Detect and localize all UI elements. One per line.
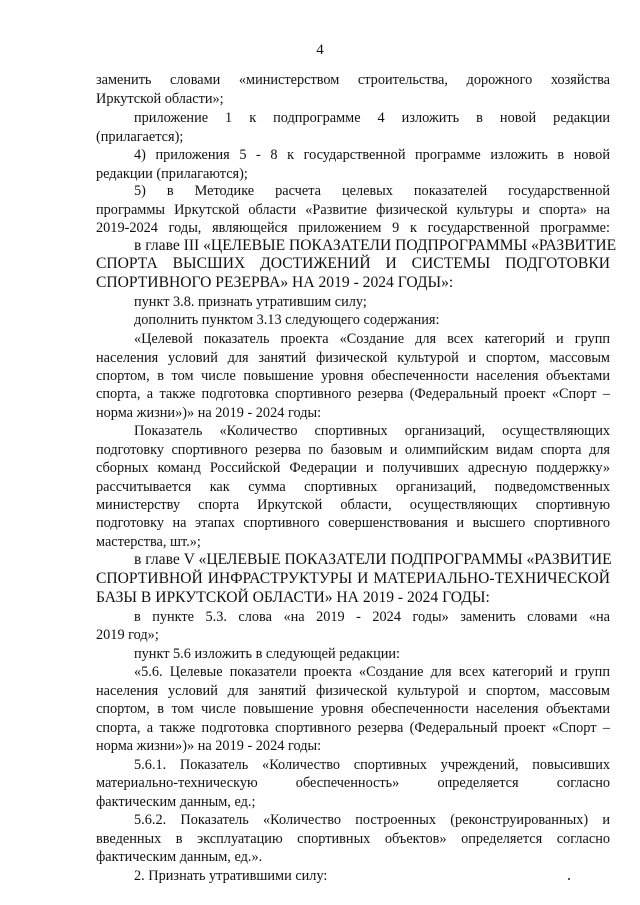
- text-line: населения условий для занятий физической культурой и спортом, массовым: [96, 683, 610, 699]
- text-line: 5) в Методике расчета целевых показателей государственной: [134, 183, 610, 199]
- text-line: норма жизни»)» на 2019 - 2024 годы:: [96, 738, 322, 754]
- text-line: 5.6.2. Показатель «Количество построенных (реконструированных) и: [134, 812, 610, 828]
- text-line: мастерства, шт.»;: [96, 534, 201, 550]
- text-line: министерству спорта Иркутской области, осуществляющих спортивную: [96, 497, 610, 513]
- text-line: фактическим данным, ед.».: [96, 849, 263, 865]
- text-line: подготовку спортивного резерва по базовым и олимпийским видам спорта для: [96, 442, 610, 458]
- section-heading-line: в главе III «ЦЕЛЕВЫЕ ПОКАЗАТЕЛИ ПОДПРОГРАММЫ «РАЗВИТИЕ: [134, 237, 617, 254]
- text-line: Показатель «Количество спортивных организаций, осуществляющих: [134, 423, 610, 439]
- section-heading-line: БАЗЫ В ИРКУТСКОЙ ОБЛАСТИ» НА 2019 - 2024 ГОДЫ:: [96, 589, 490, 606]
- text-line: 5.6.1. Показатель «Количество спортивных учреждений, повысивших: [134, 757, 610, 773]
- text-line: 2019-2024 годы, являющейся приложением 9 к государственной программе:: [96, 220, 610, 236]
- text-line: дополнить пунктом 3.13 следующего содержания:: [134, 312, 440, 328]
- text-line: в пункте 5.3. слова «на 2019 - 2024 годы» заменить словами «на: [134, 609, 610, 625]
- text-line: подготовку на этапах спортивного совершенствования и высшего спортивного: [96, 515, 610, 531]
- text-line: норма жизни»)» на 2019 - 2024 годы:: [96, 405, 322, 421]
- text-line: спорта, а также подготовка спортивного резерва (Федеральный проект «Спорт –: [96, 386, 610, 402]
- text-line: «Целевой показатель проекта «Создание для всех категорий и групп: [134, 331, 610, 347]
- text-line: 4) приложения 5 - 8 к государственной программе изложить в новой: [134, 147, 610, 163]
- section-heading-line: в главе V «ЦЕЛЕВЫЕ ПОКАЗАТЕЛИ ПОДПРОГРАММЫ «РАЗВИТИЕ: [134, 551, 612, 568]
- section-heading-line: СПОРТИВНОГО РЕЗЕРВА» НА 2019 - 2024 ГОДЫ»:: [96, 274, 454, 291]
- text-line: сборных команд Российской Федерации и получивших адресную поддержку»: [96, 460, 610, 476]
- text-line: 2019 год»;: [96, 627, 159, 643]
- text-line: редакции (прилагаются);: [96, 166, 248, 182]
- text-line: приложение 1 к подпрограмме 4 изложить в новой редакции: [134, 110, 610, 126]
- text-line: введенных в эксплуатацию спортивных объектов» определяется согласно: [96, 831, 610, 847]
- section-heading-line: СПОРТА ВЫСШИХ ДОСТИЖЕНИЙ И СИСТЕМЫ ПОДГОТОВКИ: [96, 255, 610, 272]
- text-line: рассчитывается как сумма спортивных организаций, подведомственных: [96, 479, 610, 495]
- scan-dot: [568, 878, 570, 880]
- text-line: населения условий для занятий физической культурой и спортом, массовым: [96, 350, 610, 366]
- text-line: Иркутской области»;: [96, 91, 224, 107]
- text-line: заменить словами «министерством строительства, дорожного хозяйства: [96, 72, 610, 88]
- text-line: программы Иркутской области «Развитие физической культуры и спорта» на: [96, 202, 610, 218]
- text-line: спортом, в том числе повышение уровня обеспеченности населения объектами: [96, 368, 610, 384]
- text-line: спорта, а также подготовка спортивного резерва (Федеральный проект «Спорт –: [96, 720, 610, 736]
- text-line: фактическим данным, ед.;: [96, 794, 256, 810]
- page-number: 4: [316, 42, 324, 58]
- text-line: «5.6. Целевые показатели проекта «Создание для всех категорий и групп: [134, 664, 610, 680]
- text-line: спортом, в том числе повышение уровня обеспеченности населения объектами: [96, 701, 610, 717]
- text-line: 2. Признать утратившими силу:: [134, 868, 328, 884]
- text-line: пункт 3.8. признать утратившим силу;: [134, 294, 367, 310]
- text-line: пункт 5.6 изложить в следующей редакции:: [134, 646, 401, 662]
- text-line: материально-техническую обеспеченность» определяется согласно: [96, 775, 610, 791]
- section-heading-line: СПОРТИВНОЙ ИНФРАСТРУКТУРЫ И МАТЕРИАЛЬНО-ТЕХНИЧЕСКОЙ: [96, 570, 610, 587]
- text-line: (прилагается);: [96, 129, 184, 145]
